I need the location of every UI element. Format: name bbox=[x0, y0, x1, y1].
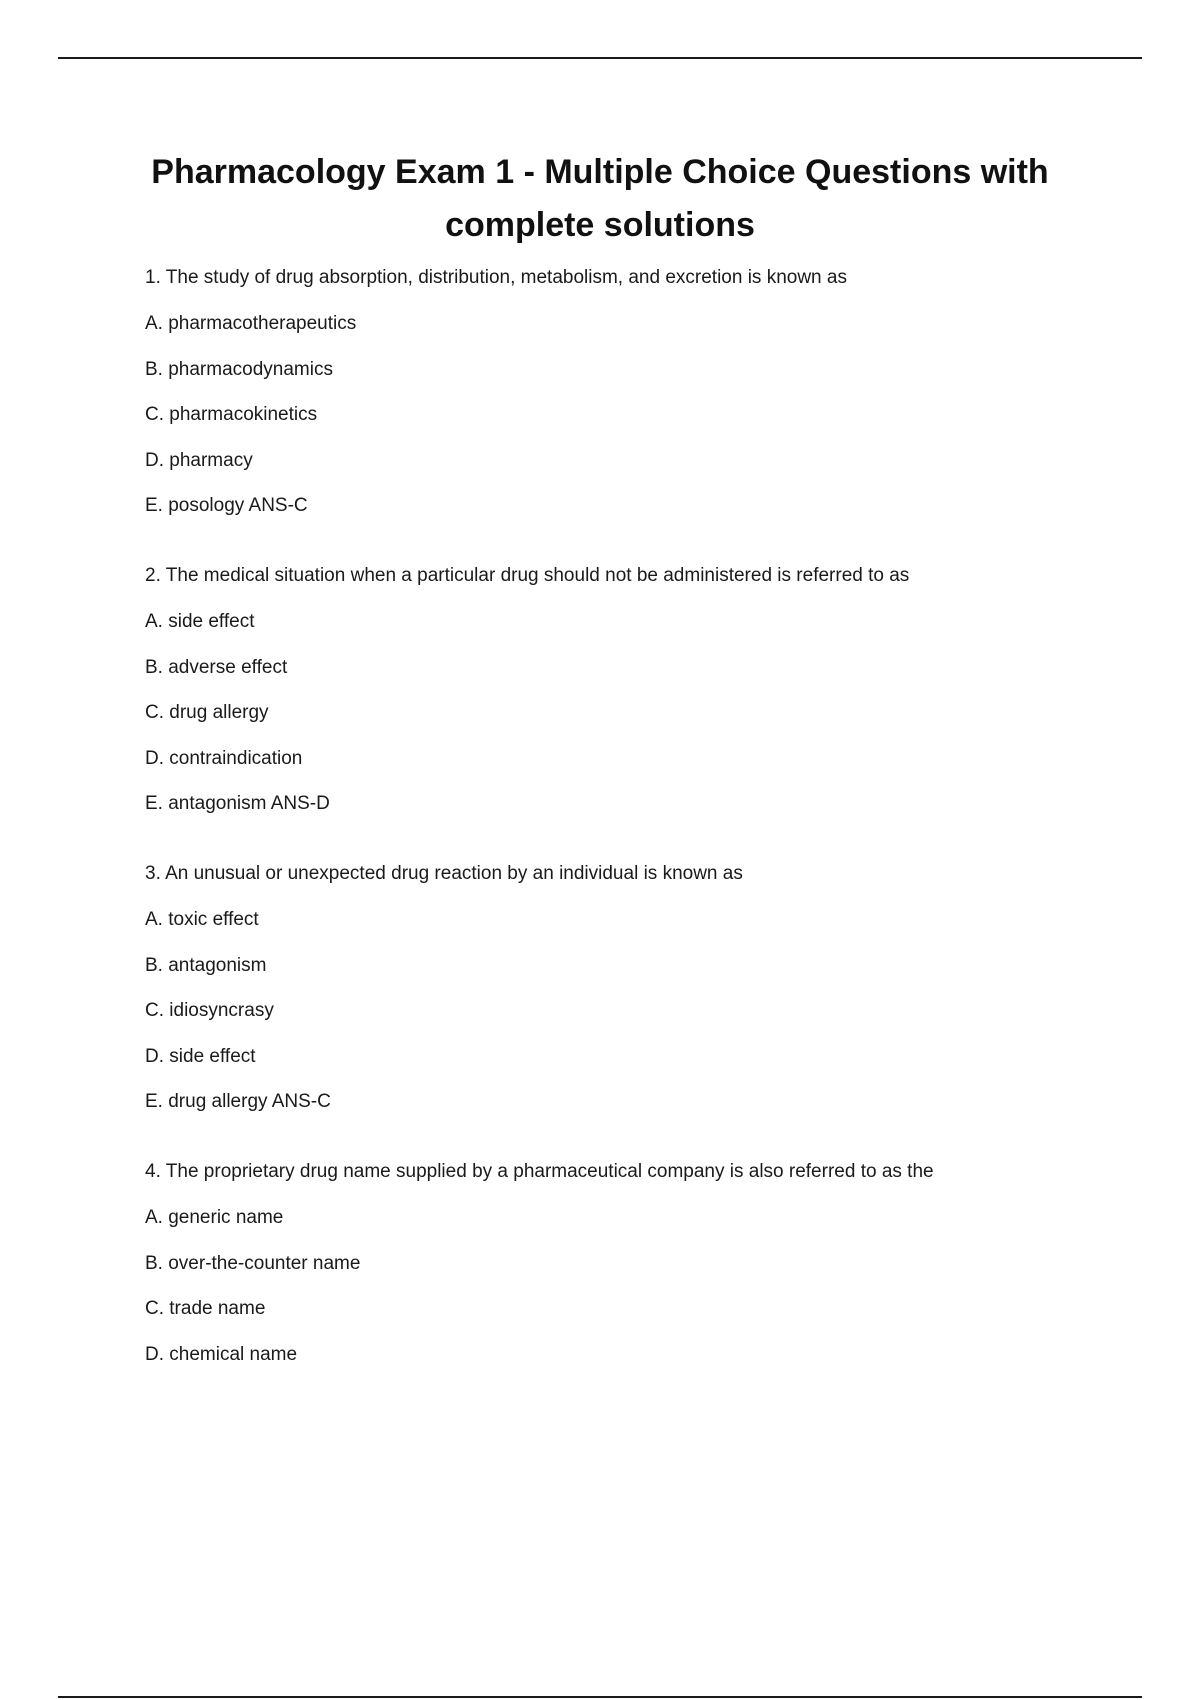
answer-option: A. generic name bbox=[145, 1207, 284, 1228]
answer-option: D. side effect bbox=[145, 1045, 256, 1067]
answer-option: D. chemical name bbox=[145, 1343, 298, 1365]
top-rule bbox=[58, 57, 1142, 59]
question-3 bbox=[145, 863, 1105, 1113]
answer-option: B. adverse effect bbox=[145, 656, 288, 678]
answer-option: A. toxic effect bbox=[145, 909, 259, 930]
answer-option: D. pharmacy bbox=[145, 449, 253, 471]
question-stem: 4. The proprietary drug name supplied by a pharmaceutical company is also referred to as the bbox=[145, 1161, 934, 1182]
question-list bbox=[145, 267, 1105, 1414]
question-stem: 1. The study of drug absorption, distribution, metabolism, and excretion is known as bbox=[145, 267, 847, 288]
document-title: Pharmacology Exam 1 - Multiple Choice Questions with complete solutions bbox=[151, 153, 1049, 244]
answer-option: E. antagonism ANS-D bbox=[145, 793, 330, 814]
bottom-rule bbox=[58, 1696, 1142, 1698]
answer-option: A. pharmacotherapeutics bbox=[145, 313, 357, 334]
answer-option: B. over-the-counter name bbox=[145, 1252, 361, 1274]
answer-option: A. side effect bbox=[145, 611, 255, 632]
question-1 bbox=[145, 267, 1105, 517]
answer-option: C. drug allergy bbox=[145, 702, 269, 723]
answer-option: B. antagonism bbox=[145, 954, 267, 976]
answer-option: D. contraindication bbox=[145, 747, 303, 769]
answer-option: E. drug allergy ANS-C bbox=[145, 1091, 331, 1112]
question-stem: 2. The medical situation when a particular drug should not be administered is referred to as bbox=[145, 565, 910, 586]
answer-option: B. pharmacodynamics bbox=[145, 358, 333, 380]
answer-option: E. posology ANS-C bbox=[145, 495, 308, 516]
answer-option: C. trade name bbox=[145, 1298, 266, 1319]
question-4 bbox=[145, 1161, 1105, 1366]
answer-option: C. idiosyncrasy bbox=[145, 1000, 274, 1021]
question-stem: 3. An unusual or unexpected drug reaction by an individual is known as bbox=[145, 863, 743, 884]
question-2 bbox=[145, 565, 1105, 815]
answer-option: C. pharmacokinetics bbox=[145, 404, 318, 425]
